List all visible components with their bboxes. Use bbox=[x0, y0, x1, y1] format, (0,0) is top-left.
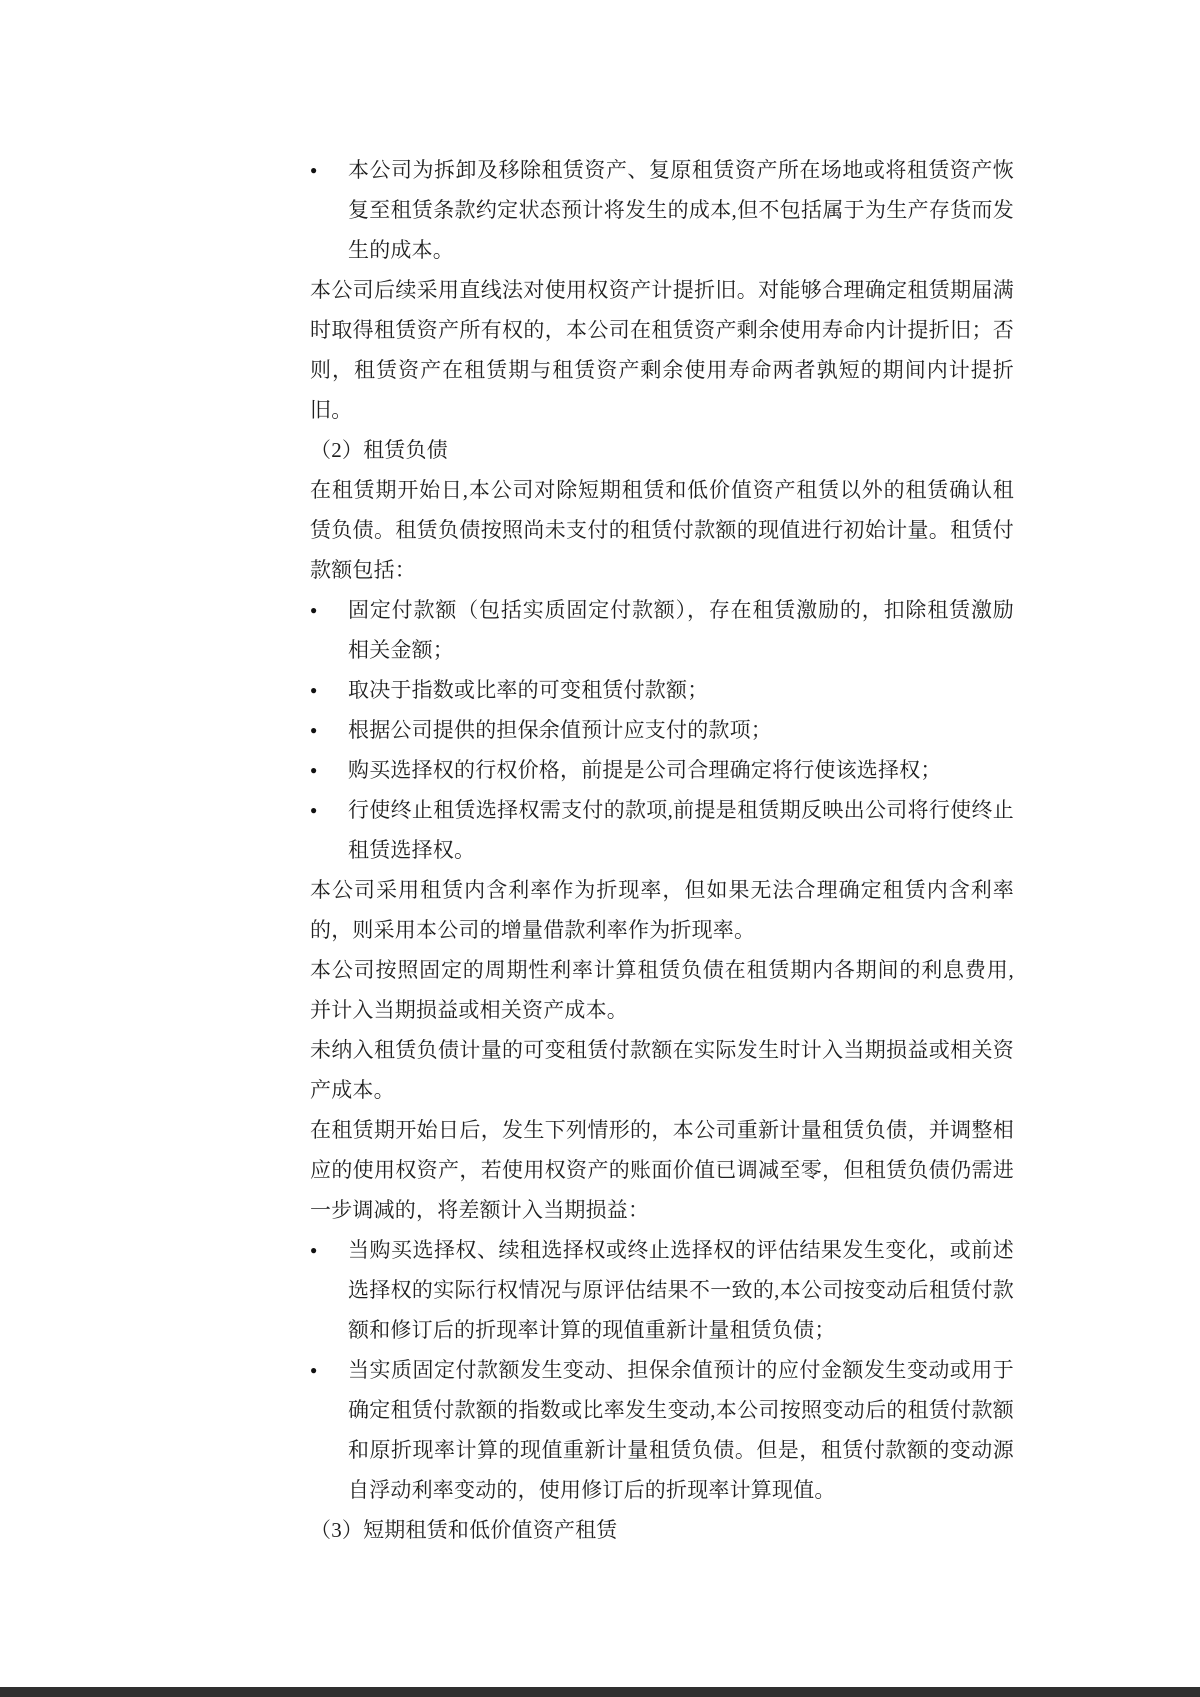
bullet-marker-icon: ● bbox=[310, 1243, 318, 1257]
bullet-marker-icon: ● bbox=[310, 163, 318, 177]
paragraph: 本公司采用租赁内含利率作为折现率，但如果无法合理确定租赁内含利率的，则采用本公司的增量借款利率作为折现率。 bbox=[310, 878, 1014, 942]
bullet-item bbox=[310, 1230, 1014, 1350]
bullet-marker-icon: ● bbox=[310, 803, 318, 817]
paragraph: 未纳入租赁负债计量的可变租赁付款额在实际发生时计入当期损益或相关资产成本。 bbox=[310, 1038, 1014, 1102]
paragraph: 本公司按照固定的周期性利率计算租赁负债在租赁期内各期间的利息费用,并计入当期损益或相关资产成本。 bbox=[310, 958, 1014, 1022]
bullet-marker-icon: ● bbox=[310, 1363, 318, 1377]
section-heading: （2）租赁负债 bbox=[310, 438, 448, 462]
paragraph: 本公司后续采用直线法对使用权资产计提折旧。对能够合理确定租赁期届满时取得租赁资产所有权的，本公司在租赁资产剩余使用寿命内计提折旧；否则，租赁资产在租赁期与租赁资产剩余使用寿命两者孰短的期间内计提折旧。 bbox=[310, 278, 1014, 422]
bullet-marker-icon: ● bbox=[310, 723, 318, 737]
bullet-text: 固定付款额（包括实质固定付款额），存在租赁激励的，扣除租赁激励相关金额； bbox=[348, 598, 1014, 662]
bullet-item bbox=[310, 750, 1014, 790]
bullet-text: 行使终止租赁选择权需支付的款项,前提是租赁期反映出公司将行使终止租赁选择权。 bbox=[348, 798, 1014, 862]
document-text-block bbox=[310, 150, 1014, 1550]
bullet-marker-icon: ● bbox=[310, 763, 318, 777]
bullet-item bbox=[310, 670, 1014, 710]
bullet-text: 根据公司提供的担保余值预计应支付的款项； bbox=[348, 718, 772, 742]
section-heading: （3）短期租赁和低价值资产租赁 bbox=[310, 1518, 618, 1542]
scan-edge-bar bbox=[0, 1687, 1200, 1697]
bullet-item bbox=[310, 790, 1014, 870]
bullet-item bbox=[310, 710, 1014, 750]
bullet-text: 当购买选择权、续租选择权或终止选择权的评估结果发生变化，或前述选择权的实际行权情况与原评估结果不一致的,本公司按变动后租赁付款额和修订后的折现率计算的现值重新计量租赁负债； bbox=[348, 1238, 1014, 1342]
bullet-text: 购买选择权的行权价格，前提是公司合理确定将行使该选择权； bbox=[348, 758, 942, 782]
bullet-item bbox=[310, 1350, 1014, 1510]
bullet-marker-icon: ● bbox=[310, 683, 318, 697]
bullet-marker-icon: ● bbox=[310, 603, 318, 617]
bullet-item bbox=[310, 150, 1014, 270]
paragraph: 在租赁期开始日,本公司对除短期租赁和低价值资产租赁以外的租赁确认租赁负债。租赁负债按照尚未支付的租赁付款额的现值进行初始计量。租赁付款额包括： bbox=[310, 478, 1014, 582]
bullet-text: 本公司为拆卸及移除租赁资产、复原租赁资产所在场地或将租赁资产恢复至租赁条款约定状态预计将发生的成本,但不包括属于为生产存货而发生的成本。 bbox=[348, 158, 1014, 262]
bullet-item bbox=[310, 590, 1014, 670]
bullet-text: 取决于指数或比率的可变租赁付款额； bbox=[348, 678, 709, 702]
bullet-text: 当实质固定付款额发生变动、担保余值预计的应付金额发生变动或用于确定租赁付款额的指数或比率发生变动,本公司按照变动后的租赁付款额和原折现率计算的现值重新计量租赁负债。但是，租赁付款额的变动源自浮动利率变动的，使用修订后的折现率计算现值。 bbox=[348, 1358, 1014, 1502]
paragraph: 在租赁期开始日后，发生下列情形的，本公司重新计量租赁负债，并调整相应的使用权资产，若使用权资产的账面价值已调减至零，但租赁负债仍需进一步调减的，将差额计入当期损益： bbox=[310, 1118, 1014, 1222]
